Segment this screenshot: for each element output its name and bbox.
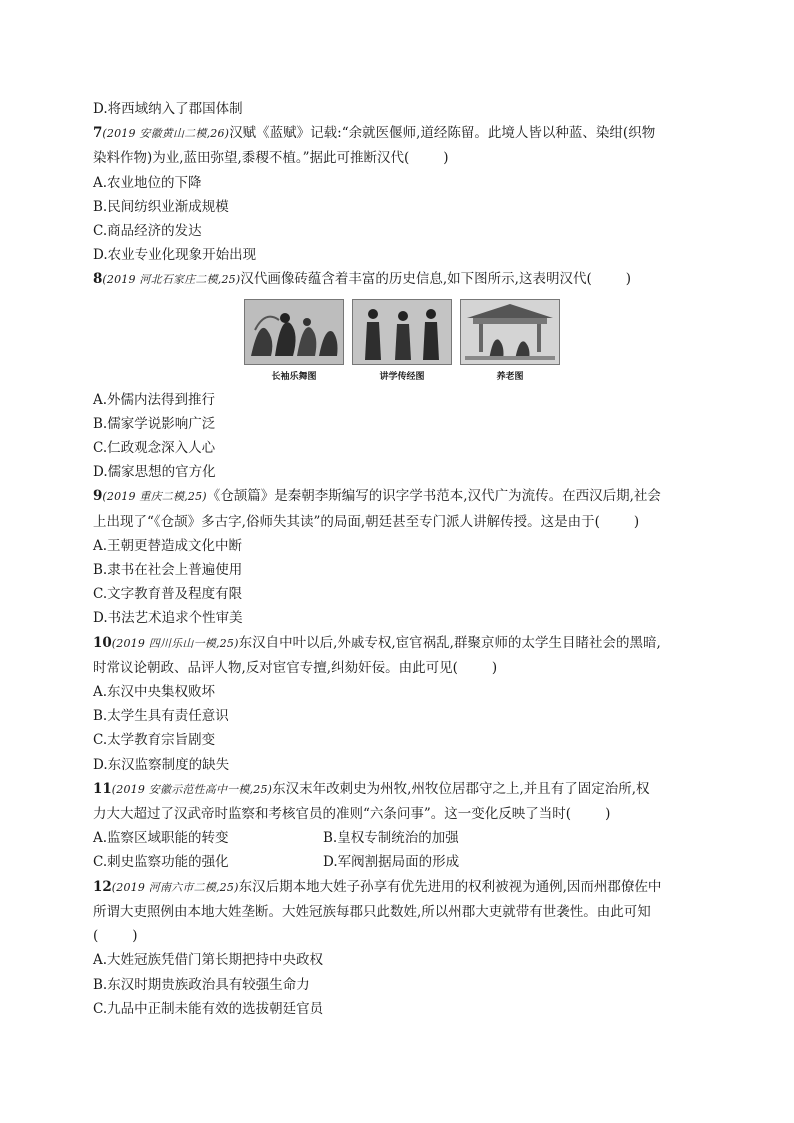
q11-option-c: C.刺史监察功能的强化 <box>93 854 229 871</box>
q10-stem-line1: 10(2019 四川乐山一模,25)东汉自中叶以后,外戚专权,宦官祸乱,群聚京师的太学生目睹社会的黑暗, <box>93 634 661 651</box>
q12-option-a: A.大姓冠族凭借门第长期把持中央政权 <box>93 952 324 969</box>
q10-source: (2019 四川乐山一模,25) <box>111 636 239 650</box>
q11-stem-line1: 11(2019 安徽示范性高中一模,25)东汉末年改刺史为州牧,州牧位居郡守之上,并且有了固定治所,权 <box>93 780 650 797</box>
q11-options-row1 <box>93 826 713 850</box>
q12-option-c: C.九品中正制未能有效的选拔朝廷官员 <box>93 1000 324 1017</box>
q8-number: 8 <box>93 271 103 288</box>
q9-option-b: B.隶书在社会上普遍使用 <box>93 562 243 579</box>
q11-stem-line2: 力大大超过了汉武帝时监察和考核官员的准则“六条问事”。这一变化反映了当时( ) <box>93 806 611 823</box>
q12-stem-line2: 所谓大吏照例由本地大姓垄断。大姓冠族每郡只此数姓,所以州郡大吏就带有世袭性。由此可知 <box>93 903 651 920</box>
q8-option-b: B.儒家学说影响广泛 <box>93 415 216 432</box>
q10-option-b: B.太学生具有责任意识 <box>93 708 229 725</box>
q8-caption-2: 讲学传经图 <box>379 371 425 382</box>
q9-option-a: A.王朝更替造成文化中断 <box>93 537 243 554</box>
q7-option-a: A.农业地位的下降 <box>93 174 202 191</box>
q9-number: 9 <box>93 488 103 505</box>
q10-option-d: D.东汉监察制度的缺失 <box>93 756 230 773</box>
q6-option-d: D.将西域纳入了郡国体制 <box>93 101 243 117</box>
q11-option-a: A.监察区域职能的转变 <box>93 830 229 847</box>
q11-options-row2 <box>93 850 713 874</box>
lecture-image <box>352 299 452 365</box>
q8-option-a: A.外儒内法得到推行 <box>93 391 216 408</box>
q10-number: 10 <box>93 634 112 651</box>
q7-stem-line1 <box>93 121 713 146</box>
q7-stem-line2: 染料作物)为业,蓝田弥望,黍稷不植。”据此可推断汉代( ) <box>93 150 449 167</box>
q10-option-c: C.太学教育宗旨剧变 <box>93 732 216 749</box>
q12-stem-line1: 12(2019 河南六市二模,25)东汉后期本地大姓子孙享有优先进用的权利被视为通例,因而州郡僚佐中 <box>93 878 662 895</box>
q8-panel-lecture <box>352 299 452 382</box>
q11-option-d: D.军阀割据局面的形成 <box>323 854 460 871</box>
q10-stem-line2: 时常议论朝政、品评人物,反对宦官专擅,纠劾奸佞。由此可见( ) <box>93 659 498 676</box>
q12-number: 12 <box>93 878 112 895</box>
q7-source: (2019 安徽黄山二模,26) <box>102 127 230 141</box>
q7-option-d: D.农业专业化现象开始出现 <box>93 247 257 264</box>
q11-option-b: B.皇权专制统治的加强 <box>323 830 459 847</box>
q12-stem-line3: ( ) <box>93 928 138 945</box>
q10-option-a: A.东汉中央集权败坏 <box>93 684 216 701</box>
q9-stem-line2: 上出现了“《仓颉》多古字,俗师失其读”的局面,朝廷甚至专门派人讲解传授。这是由于( ) <box>93 513 640 530</box>
q8-caption-1: 长袖乐舞图 <box>271 371 317 382</box>
elderly-care-image <box>460 299 560 365</box>
dance-image <box>244 299 344 365</box>
q11-source: (2019 安徽示范性高中一模,25) <box>111 782 273 796</box>
q8-caption-3: 养老图 <box>496 371 524 382</box>
q8-stem-line1: 8(2019 河北石家庄二模,25)汉代画像砖蕴含着丰富的历史信息,如下图所示,这表明汉代( ) <box>93 271 632 288</box>
q9-option-d: D.书法艺术追求个性审美 <box>93 610 243 627</box>
q8-option-d: D.儒家思想的官方化 <box>93 464 216 481</box>
q8-figure <box>244 299 713 382</box>
q9-stem-line1: 9(2019 重庆二模,25)《仓颉篇》是秦朝李斯编写的识字学书范本,汉代广为流传。在西汉后期,社会 <box>93 488 661 505</box>
q12-source: (2019 河南六市二模,25) <box>111 880 239 894</box>
q7-number: 7 <box>93 125 103 142</box>
q7-option-c: C.商品经济的发达 <box>93 223 202 240</box>
exam-page <box>93 97 713 1021</box>
q9-option-c: C.文字教育普及程度有限 <box>93 586 243 603</box>
q7-text1: 汉赋《蓝赋》记载:“余就医偃师,道经陈留。此境人皆以种蓝、染绀(织物 <box>229 125 656 142</box>
q7-option-b: B.民间纺织业渐成规模 <box>93 198 229 215</box>
q9-source: (2019 重庆二模,25) <box>102 490 207 504</box>
q11-number: 11 <box>93 780 112 797</box>
q8-panel-elderly <box>460 299 560 382</box>
q8-source: (2019 河北石家庄二模,25) <box>102 273 241 287</box>
q8-panel-dance <box>244 299 344 382</box>
q12-option-b: B.东汉时期贵族政治具有较强生命力 <box>93 976 310 993</box>
q8-option-c: C.仁政观念深入人心 <box>93 440 216 457</box>
